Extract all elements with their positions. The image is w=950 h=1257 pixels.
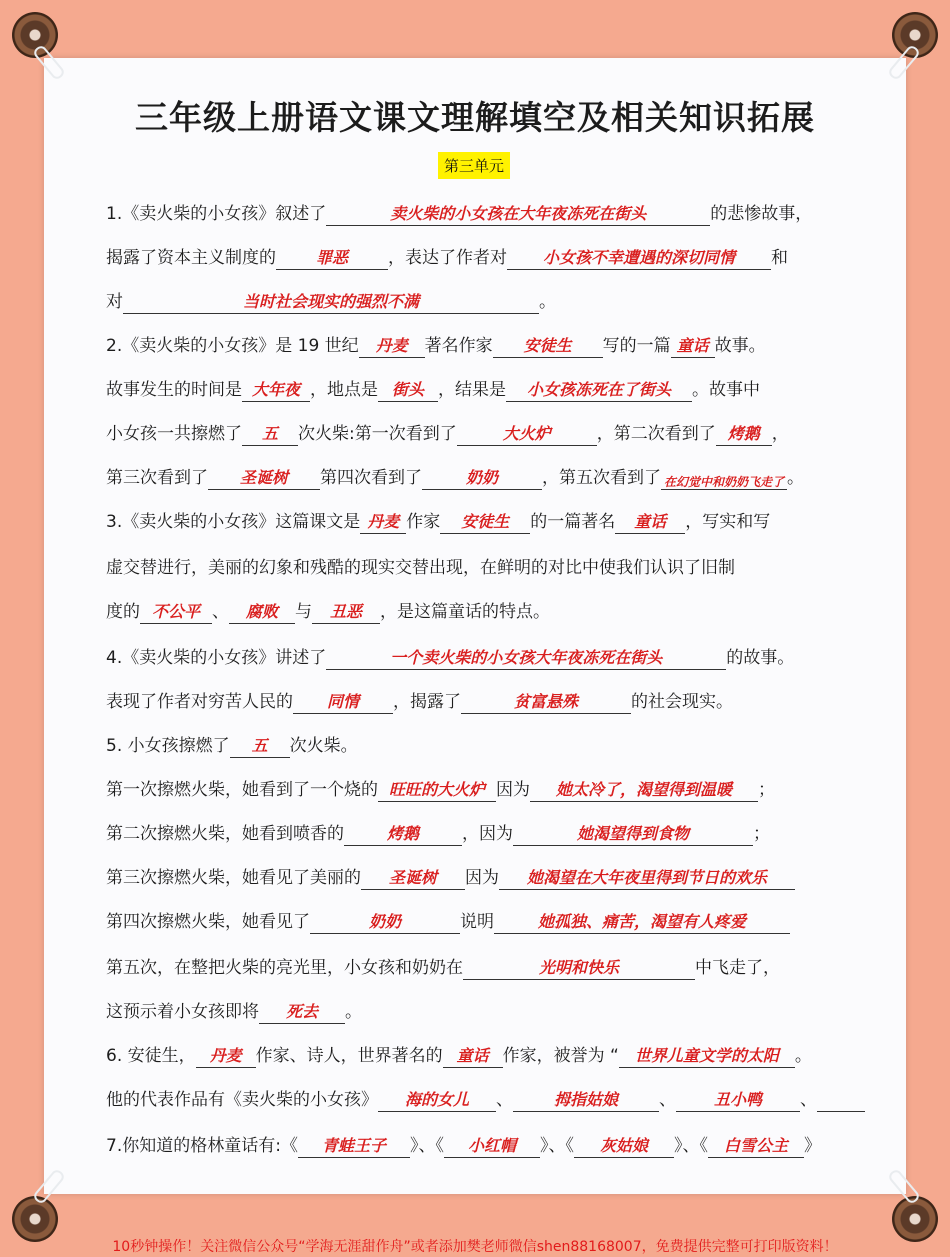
answer-blank[interactable]: 奶奶	[310, 911, 460, 934]
question-text: 的社会现实。	[631, 692, 733, 712]
question-text: 、	[496, 1090, 513, 1110]
answer-blank[interactable]: 五	[230, 735, 290, 758]
answer-blank[interactable]: 奶奶	[422, 467, 542, 490]
question-text: 。	[539, 292, 556, 312]
question-text: ，地点是	[310, 380, 378, 400]
question-text: 作家，被誉为 “	[502, 1046, 619, 1066]
answer-blank[interactable]: 丹麦	[359, 335, 425, 358]
question-text: 。故事中	[692, 380, 760, 400]
question-text: 4.《卖火柴的小女孩》讲述了	[106, 648, 327, 668]
question-line	[106, 778, 775, 802]
question-text: ，表达了作者对	[388, 248, 507, 268]
question-text: 、	[800, 1090, 817, 1110]
question-text: 揭露了资本主义制度的	[106, 248, 276, 268]
answer-blank[interactable]: 街头	[378, 379, 438, 402]
question-line	[106, 422, 789, 446]
answer-blank[interactable]: 白雪公主	[708, 1135, 804, 1158]
question-line	[106, 246, 788, 270]
answer-blank[interactable]: 她太冷了，渴望得到温暖	[530, 779, 758, 802]
question-line	[106, 510, 770, 534]
question-text: ，第五次看到了	[542, 468, 661, 488]
question-line	[106, 378, 760, 402]
answer-blank[interactable]: 丑小鸭	[676, 1089, 800, 1112]
question-text: 因为	[496, 780, 530, 800]
question-text: ，第二次看到了	[596, 424, 716, 444]
answer-blank[interactable]: 贫富悬殊	[461, 691, 631, 714]
question-line	[106, 866, 795, 890]
answer-blank[interactable]: 罪恶	[276, 247, 388, 270]
question-text: 次火柴:第一次看到了	[298, 424, 457, 444]
question-text: ，结果是	[438, 380, 506, 400]
question-line	[106, 734, 358, 758]
question-text: 5. 小女孩擦燃了	[106, 736, 230, 756]
question-text: 的悲惨故事，	[710, 204, 813, 224]
answer-blank[interactable]: 小女孩冻死在了街头	[506, 379, 692, 402]
question-text: 第三次看到了	[106, 468, 208, 488]
question-text: 》、《	[673, 1136, 708, 1156]
answer-blank[interactable]: 安徒生	[493, 335, 603, 358]
question-text: 因为	[465, 868, 499, 888]
answer-blank[interactable]: 小红帽	[444, 1135, 540, 1158]
answer-blank[interactable]: 童话	[671, 335, 715, 358]
question-text: ；	[758, 780, 775, 800]
question-text: 。	[787, 468, 804, 488]
answer-blank[interactable]: 她渴望得到食物	[513, 823, 753, 846]
answer-blank[interactable]: 丹麦	[360, 511, 406, 534]
page-title: 三年级上册语文课文理解填空及相关知识拓展	[135, 98, 815, 137]
question-line	[106, 202, 812, 226]
answer-blank[interactable]: 世界儿童文学的太阳	[619, 1045, 795, 1068]
question-line	[106, 646, 794, 670]
answer-blank[interactable]: 在幻觉中和奶奶飞走了	[661, 476, 787, 490]
answer-blank[interactable]: 腐败	[229, 601, 295, 624]
answer-blank[interactable]: 童话	[443, 1045, 503, 1068]
question-text: 次火柴。	[289, 736, 358, 756]
question-text: 第四次擦燃火柴，她看见了	[106, 912, 310, 932]
question-line	[106, 910, 790, 934]
question-line	[106, 466, 804, 490]
question-text: 、	[212, 602, 229, 622]
answer-blank[interactable]: 她孤独、痛苦，渴望有人疼爱	[494, 911, 790, 934]
answer-blank[interactable]: 同情	[293, 691, 393, 714]
answer-blank[interactable]: 她渴望在大年夜里得到节日的欢乐	[499, 867, 795, 890]
answer-blank[interactable]: 大火炉	[457, 423, 597, 446]
question-line	[106, 290, 556, 314]
question-line	[106, 1134, 821, 1158]
question-line	[106, 600, 550, 624]
question-text: 的一篇著名	[530, 512, 616, 532]
question-text: 度的	[106, 602, 140, 622]
answer-blank[interactable]: 圣诞树	[361, 867, 465, 890]
answer-blank[interactable]: 烤鹅	[344, 823, 462, 846]
answer-blank[interactable]: 圣诞树	[208, 467, 320, 490]
question-text: 第二次擦燃火柴，她看到喷香的	[106, 824, 344, 844]
question-text: 第三次擦燃火柴，她看见了美丽的	[106, 868, 361, 888]
answer-blank[interactable]: 海的女儿	[378, 1089, 496, 1112]
question-text: 虚交替进行，美丽的幻象和残酷的现实交替出现，在鲜明的对比中使我们认识了旧制	[106, 558, 735, 578]
question-text: 作家	[406, 512, 441, 532]
question-text: 中飞走了，	[695, 958, 780, 978]
answer-blank[interactable]: 拇指姑娘	[513, 1089, 659, 1112]
answer-blank[interactable]: 安徒生	[440, 511, 530, 534]
question-text: 第四次看到了	[320, 468, 422, 488]
question-text: ，写实和写	[685, 512, 771, 532]
answer-blank[interactable]: 童话	[615, 511, 685, 534]
question-text: 表现了作者对穷苦人民的	[106, 692, 293, 712]
question-text: 2.《卖火柴的小女孩》是 19 世纪	[106, 336, 359, 356]
question-text: ，揭露了	[393, 692, 461, 712]
question-text: 1.《卖火柴的小女孩》叙述了	[106, 204, 327, 224]
unit-badge: 第三单元	[438, 152, 510, 179]
question-text: 、	[659, 1090, 676, 1110]
answer-blank[interactable]: 一个卖火柴的小女孩大年夜冻死在街头	[326, 647, 726, 670]
question-text: 说明	[460, 912, 494, 932]
question-line	[106, 334, 766, 358]
question-text: 著名作家	[424, 336, 493, 356]
answer-blank[interactable]: 小女孩不幸遭遇的深切同情	[507, 247, 771, 270]
answer-blank[interactable]: 丹麦	[196, 1045, 256, 1068]
question-line	[106, 956, 780, 980]
answer-blank[interactable]: 烤鹅	[716, 423, 772, 446]
answer-blank[interactable]: 灰姑娘	[574, 1135, 674, 1158]
question-text: 》	[803, 1136, 821, 1156]
question-text: 对	[106, 292, 123, 312]
answer-blank[interactable]: 光明和快乐	[463, 957, 695, 980]
question-line	[106, 1044, 812, 1068]
question-text: 故事发生的时间是	[106, 380, 242, 400]
answer-blank[interactable]: 死去	[259, 1001, 345, 1024]
answer-blank[interactable]: 旺旺的大火炉	[378, 779, 496, 802]
question-line	[106, 690, 733, 714]
answer-blank[interactable]: 青蛙王子	[298, 1135, 410, 1158]
question-line	[106, 822, 770, 846]
answer-blank[interactable]: 不公平	[140, 601, 212, 624]
question-text: 》、《	[409, 1136, 444, 1156]
question-text: 3.《卖火柴的小女孩》这篇课文是	[106, 512, 361, 532]
question-text: 他的代表作品有《卖火柴的小女孩》	[106, 1090, 378, 1110]
question-text: 作家、诗人，世界著名的	[255, 1046, 443, 1066]
question-text: 和	[771, 248, 788, 268]
answer-blank[interactable]: 大年夜	[242, 379, 310, 402]
question-text: 写的一篇	[602, 336, 671, 356]
question-text: 7.你知道的格林童话有:《	[106, 1136, 298, 1156]
question-text: 。	[794, 1046, 812, 1066]
answer-blank[interactable]: 卖火柴的小女孩在大年夜冻死在街头	[326, 203, 710, 226]
question-line	[106, 1000, 362, 1024]
question-text: 。	[345, 1002, 362, 1022]
question-text: ，是这篇童话的特点。	[380, 602, 550, 622]
footer-note: 10秒钟操作！关注微信公众号“学海无涯甜作舟”或者添加樊老师微信shen88168007，免费提供完整可打印版资料！	[112, 1239, 838, 1255]
question-text: 第一次擦燃火柴，她看到了一个烧的	[106, 780, 378, 800]
question-text: 的故事。	[726, 648, 795, 668]
question-text: 与	[295, 602, 312, 622]
question-text: ，因为	[462, 824, 513, 844]
answer-blank[interactable]: 当时社会现实的强烈不满	[123, 291, 539, 314]
question-text: 》、《	[539, 1136, 574, 1156]
question-line	[106, 1088, 865, 1112]
answer-blank[interactable]	[817, 1111, 865, 1112]
answer-blank[interactable]: 丑恶	[312, 601, 380, 624]
question-text: 第五次，在整把火柴的亮光里，小女孩和奶奶在	[106, 958, 463, 978]
question-text: ；	[753, 824, 770, 844]
question-text: 故事。	[714, 336, 766, 356]
question-text: 这预示着小女孩即将	[106, 1002, 259, 1022]
question-line	[106, 556, 735, 580]
question-text: 小女孩一共擦燃了	[106, 424, 242, 444]
question-text: ，	[771, 424, 789, 444]
question-text: 6. 安徒生，	[106, 1046, 196, 1066]
answer-blank[interactable]: 五	[242, 423, 298, 446]
